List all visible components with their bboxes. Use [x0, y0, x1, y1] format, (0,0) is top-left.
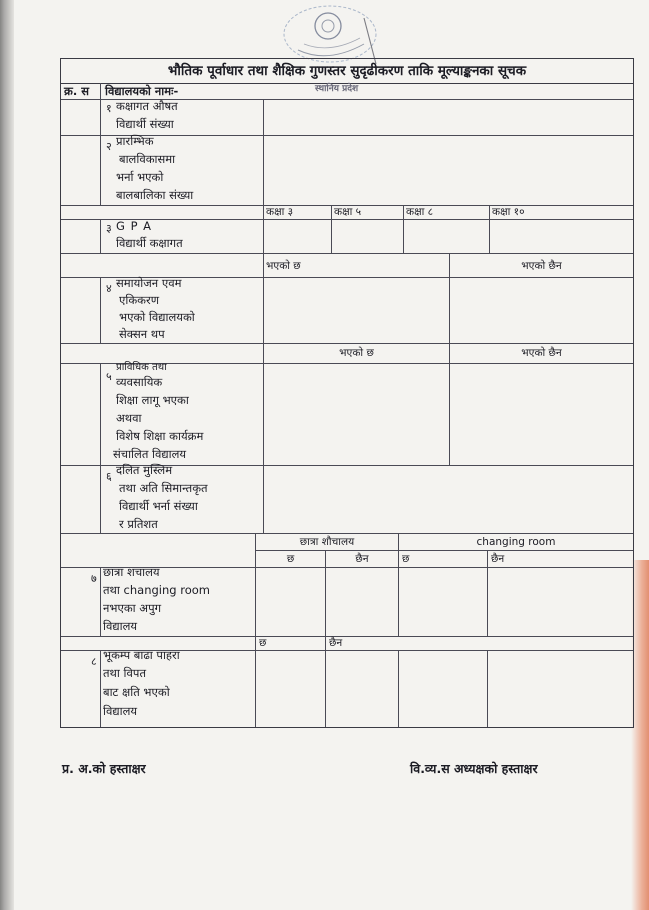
row-4-number: ४ [106, 282, 112, 295]
row-8-label-cell [91, 648, 256, 727]
row-4-yes-cell[interactable] [264, 278, 450, 344]
grade-3-header: कक्षा ३ [264, 206, 332, 220]
evaluation-form-table [60, 58, 634, 728]
row-7-line-2: तथा changing room [103, 583, 210, 597]
row-5-yes-cell[interactable] [264, 364, 450, 466]
row-3-grade-3-cell[interactable] [264, 220, 332, 254]
row-4-line-2: एकिकरण [119, 293, 160, 307]
row-2-label-cell [101, 136, 264, 206]
row-4-serial-cell [61, 278, 101, 344]
row-6-line-3: विद्यार्थी भर्ना संख्या [119, 499, 198, 513]
yes-no-a-yes: भएको छ [264, 254, 450, 278]
smc-chair-signature-label: वि.व्य.स अध्यक्षको हस्ताक्षर [410, 761, 538, 776]
facility-toilet-no: छैन [326, 551, 399, 568]
row-4-line-3: भएको विद्यालयको [119, 310, 195, 324]
row-2-value-cell[interactable] [264, 136, 633, 206]
row-3-grade-8-cell[interactable] [404, 220, 490, 254]
row-2-line-2: बालविकासमा [119, 152, 176, 166]
row-3-line-2: विद्यार्थी कक्षागत [116, 236, 183, 250]
row-8-line-3: बाट क्षति भएको [103, 685, 170, 699]
row-1-line-2: विद्यार्थी संख्या [116, 117, 174, 131]
row-7-line-3: नभएका अपुग [103, 601, 162, 615]
row-7-number: ७ [91, 572, 97, 585]
row-1-serial-cell [61, 100, 101, 136]
row-2-line-1: प्रारम्भिक [116, 134, 154, 148]
row-5-line-5: विशेष शिक्षा कार्यक्रम [116, 429, 204, 443]
row-7-line-1: छात्रा शचालय [103, 565, 160, 579]
header-serial: क्र. स [61, 83, 101, 100]
grade-10-header: कक्षा १० [490, 206, 633, 220]
facility-header-blank [61, 534, 256, 568]
row-5-line-2: व्यवसायिक [116, 375, 163, 389]
row-4-line-4: सेक्सन थप [119, 327, 165, 341]
row-6-value-cell[interactable] [264, 466, 633, 534]
row-6-line-4: र प्रतिशत [119, 517, 158, 531]
row-6-serial-cell [61, 466, 101, 534]
grade-5-header: कक्षा ५ [332, 206, 404, 220]
row-2-number: २ [106, 140, 112, 153]
row-8-line-2: तथा विपत [103, 666, 146, 680]
grade-8-header: कक्षा ८ [404, 206, 490, 220]
row-5-line-1: प्राविधिक तथा [116, 362, 167, 373]
row-3-grade-5-cell[interactable] [332, 220, 404, 254]
row-5-line-6: संचालित विद्यालय [113, 447, 187, 461]
row-5-number: ५ [106, 370, 112, 383]
yes-no-c-no: छैन [326, 637, 633, 651]
row-1-label-cell [101, 100, 264, 136]
row-3-line-1: G P A [116, 219, 153, 233]
row-6-label-cell [101, 463, 264, 534]
row-3-number: ३ [106, 222, 112, 235]
row-2-line-3: भर्ना भएको [116, 170, 164, 184]
yes-no-b-no: भएको छैन [450, 344, 633, 364]
row-7-room-no-cell[interactable] [488, 568, 633, 637]
row-1-number: १ [106, 102, 112, 115]
row-8-line-1: भूकम्प बाढा पाहरा [103, 648, 180, 662]
facility-girls-toilet-header: छात्रा शौचालय [256, 534, 399, 551]
row-8-no-cell[interactable] [326, 651, 399, 727]
row-4-label-cell [101, 278, 264, 344]
form-title: भौतिक पूर्वाधार तथा शैक्षिक गुणस्तर सुदृढीकरण ताकि मूल्याङ्कनका सूचक [61, 59, 633, 84]
row-3-label-cell [101, 220, 264, 254]
yes-no-a-no: भएको छैन [450, 254, 633, 278]
school-name-label: विद्यालयको नामः- [105, 84, 179, 98]
head-teacher-signature-label: प्र. अ.को हस्ताक्षर [62, 761, 146, 776]
yes-no-b-yes: भएको छ [264, 344, 450, 364]
facility-room-no: छैन [488, 551, 633, 568]
school-name-field[interactable] [101, 83, 633, 100]
row-5-line-3: शिक्षा लागू भएका [116, 393, 189, 407]
row-7-room-yes-cell[interactable] [399, 568, 488, 637]
row-2-line-4: बालबालिका संख्या [116, 188, 194, 202]
row-5-label-cell [101, 364, 264, 466]
row-4-no-cell[interactable] [450, 278, 633, 344]
row-6-number: ६ [106, 470, 112, 483]
grade-header-blank [61, 206, 264, 220]
row-8-yes-cell[interactable] [256, 651, 326, 727]
row-3-grade-10-cell[interactable] [490, 220, 633, 254]
row-7-label-cell [91, 565, 256, 637]
row-7-toilet-yes-cell[interactable] [256, 568, 326, 637]
row-8-extra-cell-2[interactable] [488, 651, 633, 727]
row-2-serial-cell [61, 136, 101, 206]
row-8-number: ८ [91, 655, 97, 668]
row-4-line-1: समायोजन एवम [116, 276, 182, 290]
row-5-line-4: अथवा [116, 411, 142, 425]
row-7-toilet-no-cell[interactable] [326, 568, 399, 637]
row-6-line-1: दलित मुस्लिम [116, 463, 173, 477]
row-5-no-cell[interactable] [450, 364, 633, 466]
facility-changing-room-header: changing room [399, 534, 633, 551]
row-8-extra-cell-1[interactable] [399, 651, 488, 727]
row-1-line-1: कक्षागत औषत [116, 99, 178, 113]
row-3-serial-cell [61, 220, 101, 254]
scan-left-edge [0, 0, 14, 910]
row-5-serial-cell [61, 364, 101, 466]
row-1-value-cell[interactable] [264, 100, 633, 136]
row-8-line-4: विद्यालय [103, 704, 138, 718]
facility-room-yes: छ [399, 551, 488, 568]
facility-toilet-yes: छ [256, 551, 326, 568]
row-7-line-4: विद्यालय [103, 619, 138, 633]
yes-no-c-yes: छ [256, 637, 326, 651]
row-6-line-2: तथा अति सिमान्तकृत [119, 481, 208, 495]
seal-overlap-text: स्थानिय प्रदेश [315, 84, 359, 94]
